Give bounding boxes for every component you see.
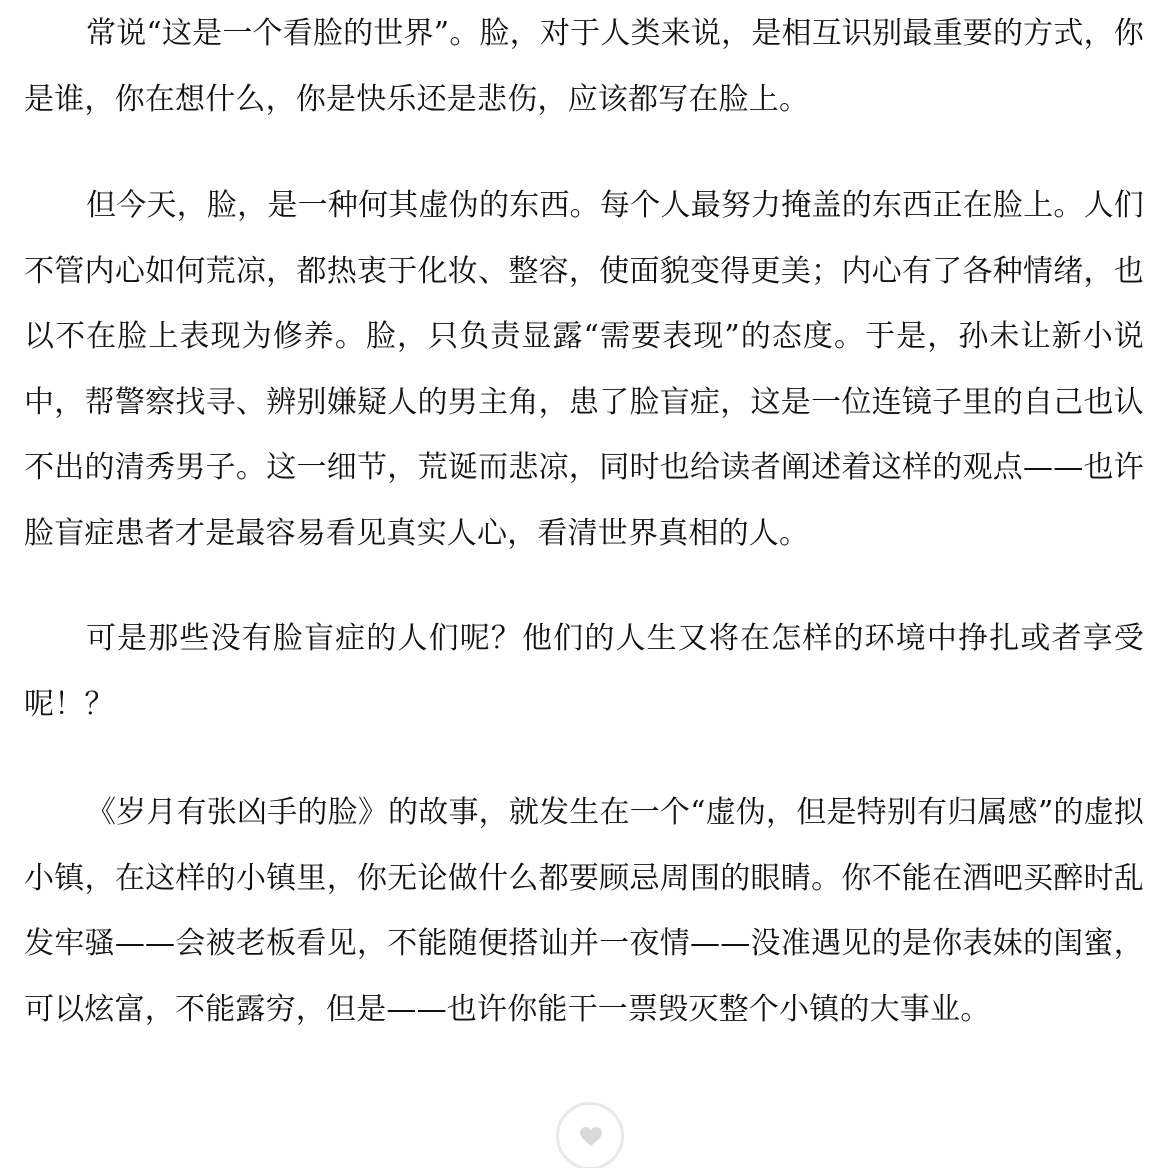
paragraph-3: 可是那些没有脸盲症的人们呢？他们的人生又将在怎样的环境中挣扎或者享受呢！？ <box>24 621 1144 722</box>
paragraph-2: 但今天，脸，是一种何其虚伪的东西。每个人最努力掩盖的东西正在脸上。人们不管内心如何荒凉，都热衷于化妆、整容，使面貌变得更美；内心有了各种情绪，也以不在脸上表现为修养。脸，只负责显露“需要表现”的态度。于是，孙未让新小说中，帮警察找寻、辨别嫌疑人的男主角，患了脸盲症，这是一位连镜子里的自己也认不出的清秀男子。这一细节，荒诞而悲凉，同时也给读者阐述着这样的观点——也许脸盲症患者才是最容易看见真实人心，看清世界真相的人。 <box>24 188 1144 551</box>
like-button[interactable] <box>556 1102 624 1168</box>
paragraph-4: 《岁月有张凶手的脸》的故事，就发生在一个“虚伪，但是特别有归属感”的虚拟小镇，在这样的小镇里，你无论做什么都要顾忌周围的眼睛。你不能在酒吧买醉时乱发牢骚——会被老板看见，不能随便搭讪并一夜情——没准遇见的是你表妹的闺蜜，可以炫富，不能露穷，但是——也许你能干一票毁灭整个小镇的大事业。 <box>24 795 1144 1027</box>
heart-icon <box>580 1127 602 1147</box>
paragraph-1: 常说“这是一个看脸的世界”。脸，对于人类来说，是相互识别最重要的方式，你是谁，你在想什么，你是快乐还是悲伤，应该都写在脸上。 <box>24 16 1144 117</box>
